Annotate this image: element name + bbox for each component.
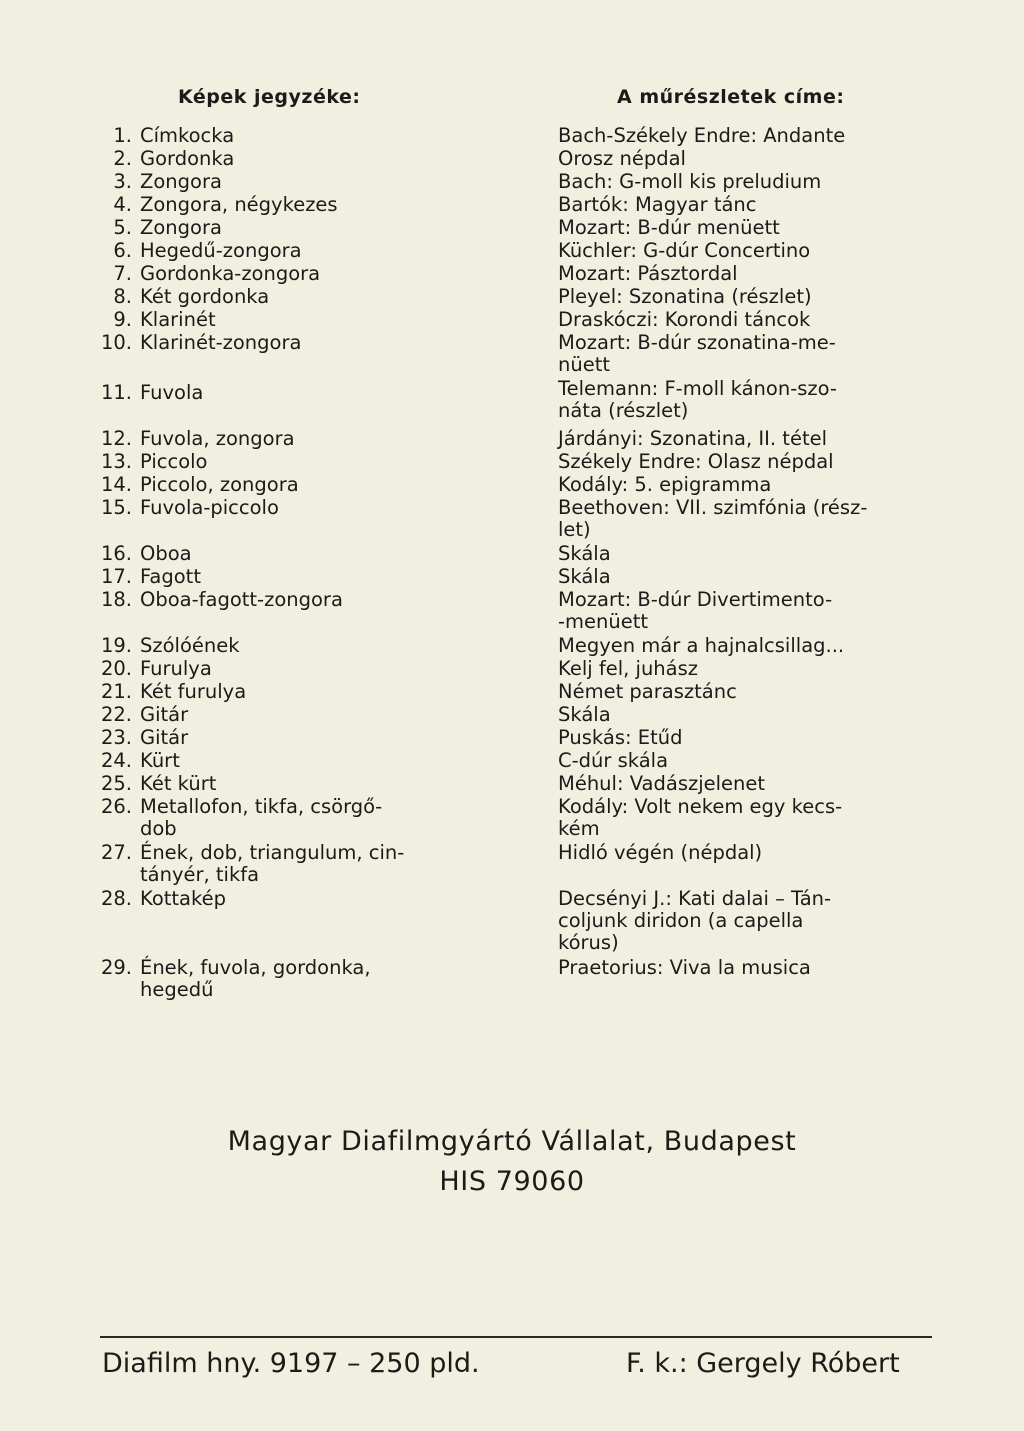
item-number: 9. — [113, 308, 132, 331]
item-number: 8. — [113, 285, 132, 308]
editor-credit: F. k.: Gergely Róbert — [626, 1348, 900, 1379]
item-text: Beethoven: VII. szimfónia (rész- — [558, 496, 868, 519]
item-text-continued: hegedű — [140, 978, 214, 1001]
list-item — [558, 428, 827, 450]
item-text: Két gordonka — [140, 285, 270, 308]
item-text: Német parasztánc — [558, 680, 737, 703]
item-text-continued: -menüett — [558, 610, 649, 633]
list-item — [558, 148, 686, 170]
item-number: 10. — [100, 331, 132, 354]
item-text: Piccolo, zongora — [140, 473, 299, 496]
item-number: 13. — [100, 450, 132, 473]
list-item — [558, 194, 757, 216]
item-number: 14. — [100, 473, 132, 496]
item-text: Gordonka — [140, 147, 235, 170]
item-text: Kottakép — [140, 887, 226, 910]
list-item — [98, 263, 320, 285]
list-item — [558, 750, 668, 772]
item-text-continued: tányér, tikfa — [140, 863, 260, 886]
item-number: 17. — [100, 565, 132, 588]
item-number: 19. — [100, 634, 132, 657]
list-item — [98, 681, 246, 703]
item-number: 5. — [113, 216, 132, 239]
item-text-continued: kórus) — [558, 931, 619, 954]
item-text: Mozart: B-dúr menüett — [558, 216, 780, 239]
item-text: Piccolo — [140, 450, 208, 473]
print-info: Diafilm hny. 9197 – 250 pld. — [102, 1348, 480, 1379]
list-item — [558, 240, 810, 262]
list-item — [558, 635, 844, 657]
item-text: Bartók: Magyar tánc — [558, 193, 757, 216]
item-text-continued: coljunk diridon (a capella — [558, 909, 804, 932]
list-item — [98, 332, 301, 354]
item-text: Zongora — [140, 170, 222, 193]
item-text-continued: dob — [140, 817, 177, 840]
item-text: Járdányi: Szonatina, II. tétel — [558, 427, 828, 450]
item-text: Mozart: B-dúr szonatina-me- — [558, 331, 836, 354]
item-text: Telemann: F-moll kánon-szo- — [558, 377, 837, 400]
item-number: 28. — [100, 887, 132, 910]
item-number: 21. — [100, 680, 132, 703]
list-item — [98, 543, 192, 565]
list-item — [558, 263, 738, 285]
item-text: Kodály: 5. epigramma — [558, 473, 772, 496]
item-number: 27. — [100, 841, 132, 864]
list-item — [558, 842, 762, 864]
list-item — [98, 194, 338, 216]
item-number: 3. — [113, 170, 132, 193]
list-item — [558, 332, 836, 376]
list-item — [558, 704, 611, 726]
list-item — [98, 451, 207, 473]
item-text: Két furulya — [140, 680, 247, 703]
item-text-continued: kém — [558, 817, 600, 840]
item-text: Oboa — [140, 542, 192, 565]
list-item — [98, 704, 188, 726]
item-number: 26. — [100, 795, 132, 818]
item-text: Ének, dob, triangulum, cin- — [140, 841, 405, 864]
item-number: 15. — [100, 496, 132, 519]
list-item — [558, 957, 811, 979]
item-text: Kodály: Volt nekem egy kecs- — [558, 795, 843, 818]
item-text: Méhul: Vadászjelenet — [558, 772, 766, 795]
item-text: Klarinét-zongora — [140, 331, 302, 354]
item-text: Ének, fuvola, gordonka, — [140, 956, 371, 979]
item-text-continued: nüett — [558, 353, 611, 376]
list-item — [558, 309, 810, 331]
item-text: Fuvola, zongora — [140, 427, 295, 450]
item-number: 22. — [100, 703, 132, 726]
item-number: 6. — [113, 239, 132, 262]
item-number: 18. — [100, 588, 132, 611]
list-item — [98, 566, 201, 588]
list-item — [558, 474, 771, 496]
item-text: Oboa-fagott-zongora — [140, 588, 343, 611]
item-number: 25. — [100, 772, 132, 795]
item-text: Orosz népdal — [558, 147, 686, 170]
list-item — [98, 286, 269, 308]
item-text-continued: let) — [558, 518, 591, 541]
item-text: Kelj fel, juhász — [558, 657, 699, 680]
item-text: Bach: G-moll kis preludium — [558, 170, 822, 193]
item-text: Furulya — [140, 657, 212, 680]
list-item — [98, 750, 180, 772]
item-text: Zongora — [140, 216, 222, 239]
list-item — [98, 171, 222, 193]
list-item — [98, 125, 234, 147]
list-item — [98, 309, 216, 331]
item-text: Puskás: Etűd — [558, 726, 683, 749]
item-text: Skála — [558, 542, 611, 565]
list-item — [558, 497, 867, 541]
item-number: 11. — [100, 381, 132, 404]
item-number: 24. — [100, 749, 132, 772]
item-text-continued: náta (részlet) — [558, 399, 689, 422]
item-text: Fuvola — [140, 381, 204, 404]
item-text: Hidló végén (népdal) — [558, 841, 763, 864]
list-item — [98, 217, 222, 239]
item-text: Szólóének — [140, 634, 240, 657]
list-item — [98, 497, 279, 519]
item-text: Gitár — [140, 726, 189, 749]
list-item — [558, 888, 831, 954]
item-text: Küchler: G-dúr Concertino — [558, 239, 811, 262]
list-item — [98, 382, 203, 404]
publisher-line: Magyar Diafilmgyártó Vállalat, Budapest — [227, 1126, 797, 1157]
item-text: Skála — [558, 565, 611, 588]
item-text: Pleyel: Szonatina (részlet) — [558, 285, 812, 308]
left-heading: Képek jegyzéke: — [178, 86, 361, 108]
list-item — [558, 796, 842, 840]
list-item — [98, 589, 343, 611]
item-text: Mozart: Pásztordal — [558, 262, 738, 285]
list-item — [98, 842, 404, 886]
list-item — [558, 681, 737, 703]
item-number: 16. — [100, 542, 132, 565]
item-number: 2. — [113, 147, 132, 170]
item-text: Kürt — [140, 749, 180, 772]
item-text: Hegedű-zongora — [140, 239, 302, 262]
item-text: Skála — [558, 703, 611, 726]
list-item — [98, 658, 212, 680]
list-item — [558, 773, 765, 795]
list-item — [558, 171, 821, 193]
item-text: Gitár — [140, 703, 189, 726]
item-number: 7. — [113, 262, 132, 285]
list-item — [558, 125, 845, 147]
right-heading: A műrészletek címe: — [617, 86, 845, 108]
list-item — [98, 727, 188, 749]
item-number: 4. — [113, 193, 132, 216]
item-text: Fuvola-piccolo — [140, 496, 279, 519]
item-text: Zongora, négykezes — [140, 193, 338, 216]
list-item — [98, 888, 226, 910]
item-text: Praetorius: Viva la musica — [558, 956, 811, 979]
item-text: Fagott — [140, 565, 201, 588]
item-text: Draskóczi: Korondi táncok — [558, 308, 811, 331]
list-item — [558, 658, 698, 680]
list-item — [558, 566, 611, 588]
divider-line — [100, 1336, 932, 1338]
list-item — [558, 727, 682, 749]
list-item — [558, 589, 832, 633]
item-text: Gordonka-zongora — [140, 262, 321, 285]
list-item — [558, 286, 812, 308]
item-text: Mozart: B-dúr Divertimento- — [558, 588, 833, 611]
list-item — [98, 428, 295, 450]
catalog-code: HIS 79060 — [439, 1166, 585, 1197]
item-text: Megyen már a hajnalcsillag... — [558, 634, 845, 657]
item-number: 29. — [100, 956, 132, 979]
item-text: Székely Endre: Olasz népdal — [558, 450, 834, 473]
item-number: 20. — [100, 657, 132, 680]
list-item — [98, 773, 216, 795]
list-item — [98, 240, 302, 262]
list-item — [558, 451, 834, 473]
list-item — [558, 217, 780, 239]
item-text: Metallofon, tikfa, csörgő- — [140, 795, 383, 818]
list-item — [558, 543, 611, 565]
item-text: Bach-Székely Endre: Andante — [558, 124, 846, 147]
item-number: 1. — [113, 124, 132, 147]
list-item — [98, 474, 299, 496]
item-text: Decsényi J.: Kati dalai – Tán- — [558, 887, 832, 910]
list-item — [98, 957, 371, 1001]
list-item — [98, 796, 382, 840]
list-item — [558, 378, 837, 422]
item-number: 12. — [100, 427, 132, 450]
list-item — [98, 148, 234, 170]
item-text: Címkocka — [140, 124, 235, 147]
item-text: Két kürt — [140, 772, 217, 795]
item-text: C-dúr skála — [558, 749, 669, 772]
list-item — [98, 635, 240, 657]
item-number: 23. — [100, 726, 132, 749]
item-text: Klarinét — [140, 308, 216, 331]
